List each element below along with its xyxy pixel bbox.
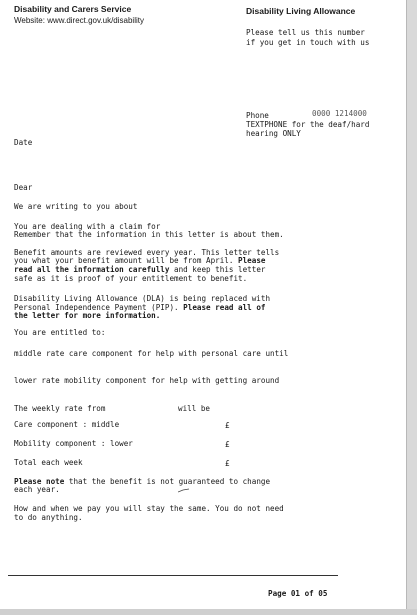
review-line-3-bold: read all the information carefully <box>14 265 170 274</box>
phone-label: Phone <box>246 111 269 120</box>
date-label: Date <box>14 138 33 147</box>
mobility-row-label: Mobility component : lower <box>14 439 133 448</box>
payment-line-2: to do anything. <box>14 513 83 522</box>
care-component-line: middle rate care component for help with personal care until <box>14 349 289 358</box>
note-text: that the benefit is not guaranteed to change <box>64 477 271 486</box>
scan-edge <box>406 0 417 615</box>
scan-bottom-edge <box>0 609 417 615</box>
textphone-line-2: hearing ONLY <box>246 129 301 138</box>
review-line-2-bold: Please <box>238 256 266 265</box>
will-be: will be <box>178 404 211 413</box>
mobility-component-line: lower rate mobility component for help with getting around <box>14 376 280 385</box>
review-line-3 <box>14 265 265 274</box>
textphone-line-1: TEXTPHONE for the deaf/hard <box>246 120 370 129</box>
entitled-heading: You are entitled to: <box>14 328 106 337</box>
payment-line-1: How and when we pay you will stay the same. You do not need <box>14 504 284 513</box>
claim-line-2: Remember that the information in this letter is about them. <box>14 230 284 239</box>
pip-line-3: the letter for more information. <box>14 311 161 320</box>
org-name: Disability and Carers Service <box>14 4 132 14</box>
benefit-name: Disability Living Allowance <box>246 6 356 16</box>
salutation: Dear <box>14 183 33 192</box>
pip-line-2-bold: Please read all of <box>183 303 266 312</box>
phone-value: 0000 1214000 <box>312 109 367 118</box>
total-row-label: Total each week <box>14 458 83 467</box>
note-line-2: each year. <box>14 485 60 494</box>
review-line-3-text: and keep this letter <box>169 265 266 274</box>
review-line-4: safe as it is proof of your entitlement to benefit. <box>14 274 248 283</box>
page-number: Page 01 of 05 <box>268 589 328 598</box>
care-row-currency: £ <box>225 421 230 430</box>
contact-line-1: Please tell us this number <box>246 28 365 37</box>
pip-line-1: Disability Living Allowance (DLA) is being replaced with <box>14 294 271 303</box>
total-row-currency: £ <box>225 459 230 468</box>
footer-rule <box>8 575 338 576</box>
website-line: Website: www.direct.gov.uk/disability <box>14 16 144 25</box>
pip-line-2-text: Personal Independence Payment (PIP). <box>14 303 184 312</box>
review-line-1: Benefit amounts are reviewed every year. This letter tells <box>14 248 280 257</box>
review-line-2 <box>14 256 265 265</box>
pen-mark-icon <box>178 488 190 493</box>
review-line-2-text: you what your benefit amount will be from April. <box>14 256 239 265</box>
note-bold: Please note <box>14 477 65 486</box>
weekly-rate-from: The weekly rate from <box>14 404 106 413</box>
mobility-row-currency: £ <box>225 440 230 449</box>
contact-line-2: if you get in touch with us <box>246 38 370 47</box>
care-row-label: Care component : middle <box>14 420 120 429</box>
writing-about: We are writing to you about <box>14 202 138 211</box>
claim-line-1: You are dealing with a claim for <box>14 222 161 231</box>
